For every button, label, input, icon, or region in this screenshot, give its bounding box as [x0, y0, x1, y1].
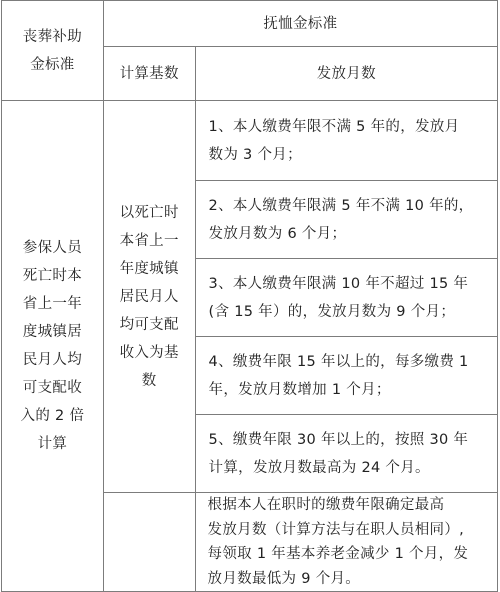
calc-base-header: 计算基数 [103, 47, 195, 101]
rule-line: 发放月数为 6 个月； [208, 225, 347, 242]
rule-1 [195, 101, 497, 181]
funeral-standard-line: 计算 [37, 436, 68, 452]
rule-line: 3、本人缴费年限满 10 年不超过 15 年 [208, 275, 469, 292]
rule-line: 每领取 1 年基本养老金减少 1 个月，发 [207, 546, 469, 562]
rule-line: 数为 3 个月； [208, 146, 302, 163]
calc-base-line: 收入为基 [119, 344, 179, 361]
rule-6 [195, 493, 497, 592]
funeral-standard-line: 死亡时本 [22, 268, 82, 284]
rule-line: 年，发放月数增加 1 个月； [208, 381, 391, 398]
calc-base-line: 年度城镇 [119, 260, 179, 277]
months-header: 发放月数 [195, 47, 497, 101]
rule-line: 计算，发放月数最高为 24 个月。 [208, 459, 430, 476]
funeral-subsidy-header-line: 丧葬补助 [22, 28, 82, 45]
calc-base-cell [103, 101, 195, 493]
calc-base-empty-cell [103, 493, 195, 592]
rule-line: 1、本人缴费年限不满 5 年的，发放月 [208, 118, 460, 135]
rule-line: 5、缴费年限 30 年以上的，按照 30 年 [208, 431, 469, 448]
funeral-standard-cell [2, 101, 104, 592]
calc-base-line: 数 [141, 372, 157, 389]
rule-5 [195, 415, 497, 493]
calc-base-line: 均可支配 [119, 316, 179, 333]
rule-4 [195, 337, 497, 415]
funeral-standard-line: 民月人均 [22, 352, 82, 368]
funeral-standard-line: 入的 2 倍 [20, 408, 85, 424]
rule-2 [195, 181, 497, 259]
rule-line: 放月数最低为 9 个月。 [207, 570, 361, 587]
funeral-subsidy-header-line: 金标准 [30, 56, 75, 73]
rule-line: 4、缴费年限 15 年以上的，每多缴费 1 [208, 353, 469, 370]
rule-3 [195, 259, 497, 337]
rule-line: 2、本人缴费年限满 5 年不满 10 年的， [208, 197, 474, 214]
funeral-standard-line: 省上一年 [22, 296, 82, 312]
funeral-standard-line: 可支配收 [22, 380, 82, 396]
rule-line: 根据本人在职时的缴费年限确定最高 [207, 497, 445, 513]
funeral-standard-line: 度城镇居 [22, 324, 82, 340]
funeral-subsidy-header [2, 1, 104, 101]
calc-base-line: 以死亡时 [119, 204, 179, 221]
funeral-standard-line: 参保人员 [22, 240, 82, 256]
calc-base-line: 本省上一 [119, 232, 179, 249]
calc-base-line: 居民月人 [119, 288, 179, 305]
rule-line: (含 15 年）的，发放月数为 9 个月； [208, 303, 456, 320]
pension-standard-header: 抚恤金标准 [103, 1, 497, 47]
pension-standard-table [1, 0, 498, 592]
rule-line: 发放月数（计算方法与在职人员相同）, [207, 521, 465, 538]
